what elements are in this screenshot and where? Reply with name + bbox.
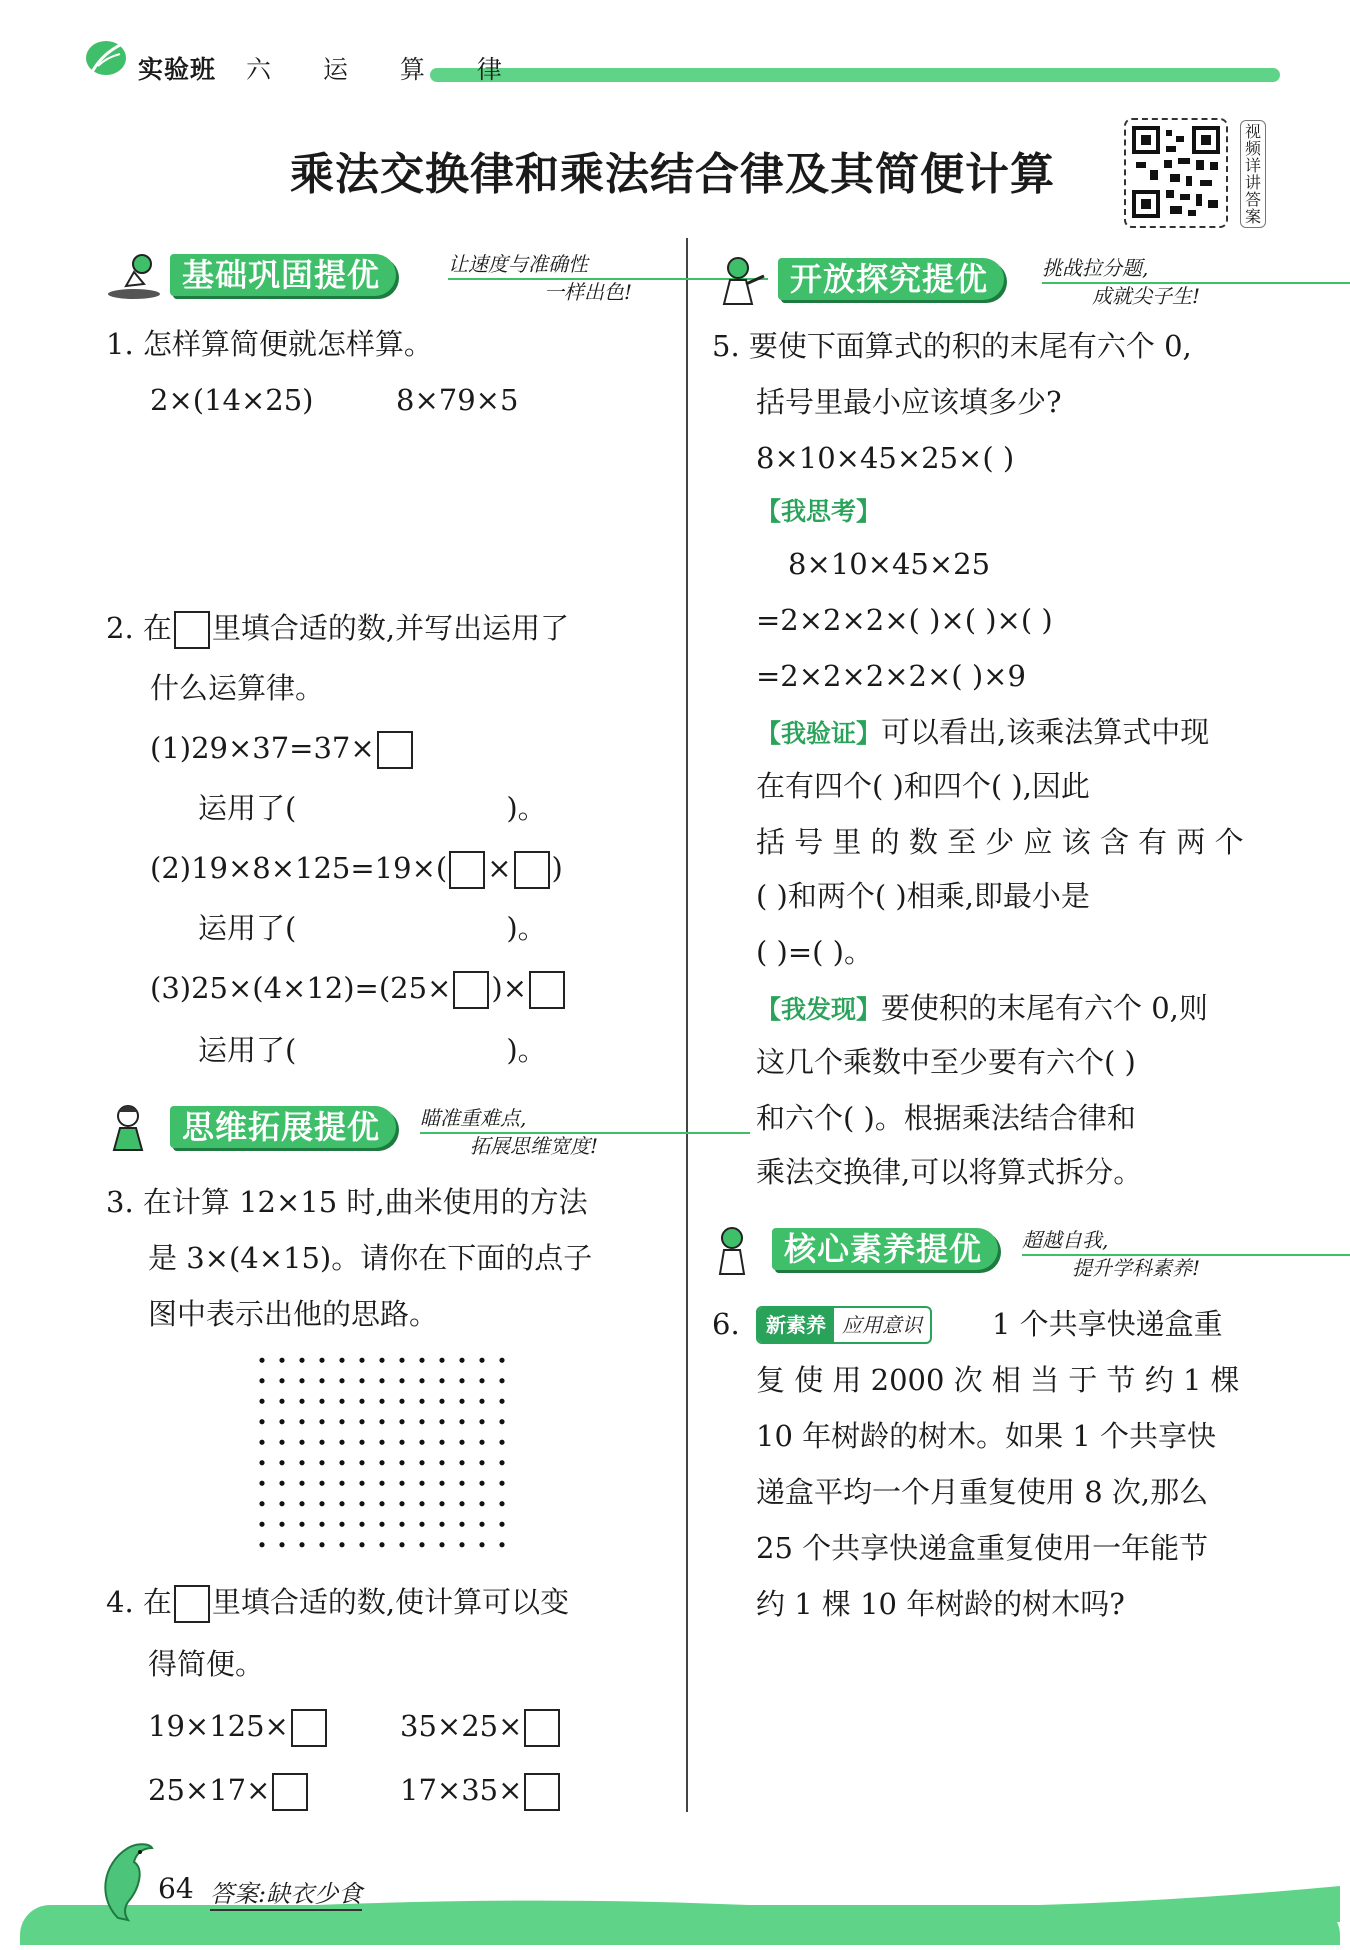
footer-green-bar [20,1905,1340,1945]
answer-box[interactable] [174,1585,210,1623]
q4-item-a [148,1706,329,1747]
find-text-1: 要使积的末尾有六个 0,则 [881,991,1208,1025]
q1-expression-2: 8×79×5 [396,383,519,417]
header-green-bar [430,68,1280,82]
brand-name: 实验班 [138,55,217,84]
q5-calc-2: =2×2×2×( )×( )×( ) [756,603,1053,637]
q6-line3: 10 年树龄的树木。如果 1 个共享快 [756,1419,1217,1453]
badge-new-literacy: 新素养 [758,1308,834,1342]
section-slogan-line1: 挑战拉分题, [1042,256,1149,280]
q2-part1 [150,728,415,769]
q5-find-line3: 和六个( )。根据乘法结合律和 [756,1101,1136,1135]
q4-d-text: 17×35× [400,1773,523,1807]
literacy-badge [756,1306,932,1344]
q5-line1: 5. 要使下面算式的积的末尾有六个 0, [712,329,1192,363]
kid-mascot-icon [104,1102,166,1156]
q2-part3-law [198,1030,547,1070]
q5-verify-line3: 括 号 里 的 数 至 少 应 该 含 有 两 个 [756,825,1244,859]
think-tag-label: 【我思考】 [756,497,882,526]
q2-part2 [150,848,563,889]
q4-a-text: 19×125× [148,1709,289,1743]
section-slogan-line2: 一样出色! [544,280,633,304]
section-slogan-line1: 瞄准重难点, [420,1106,527,1130]
q6-line5: 25 个共享快递盒重复使用一年能节 [756,1531,1209,1565]
answer-box[interactable] [524,1773,560,1811]
q6-line2: 复 使 用 2000 次 相 当 于 节 约 1 棵 [756,1363,1240,1397]
section-slogan-line2: 提升学科素养! [1072,1256,1201,1280]
section-title: 思维拓展提优 [170,1106,396,1148]
q5-calc-3: =2×2×2×2×( )×9 [756,659,1026,693]
used-end: )。 [506,791,547,825]
column-divider [686,238,688,1812]
answer-box[interactable] [529,971,565,1009]
page-title: 乘法交换律和乘法结合律及其简便计算 [290,149,1055,200]
answer-box[interactable] [174,611,210,649]
kid-mascot-icon [712,254,774,308]
q2-part3-b: )× [491,971,527,1005]
qr-code[interactable] [1124,118,1228,228]
q5-find-line4: 乘法交换律,可以将算式拆分。 [756,1155,1143,1189]
answer-box[interactable] [524,1709,560,1747]
unit-title: 六 运 算 律 [246,55,524,84]
q5-verify-line2: 在有四个( )和四个( ),因此 [756,769,1090,803]
q6-number: 6. [712,1307,740,1341]
q6-line1: 1 个共享快递盒重 [992,1307,1223,1341]
qr-label: 视频详讲答案 [1240,120,1266,228]
verify-text-1: 可以看出,该乘法算式中现 [881,715,1210,749]
page-number: 64 [158,1872,194,1905]
section-title: 基础巩固提优 [170,254,396,296]
q5-verify-line1 [756,712,1209,754]
q5-find-line2: 这几个乘数中至少要有六个( ) [756,1045,1136,1079]
q4-stem-b: 里填合适的数,使计算可以变 [211,1585,570,1619]
q5-verify-line4: ( )和两个( )相乘,即最小是 [756,879,1090,913]
q4-stem-a: 4. 在 [106,1585,172,1619]
verify-tag-label: 【我验证】 [756,719,882,748]
q2-part2-c: ) [551,851,563,885]
dolphin-icon [88,1838,158,1922]
section-title: 核心素养提优 [772,1228,998,1270]
q5-find-line1 [756,988,1208,1030]
find-tag-label: 【我发现】 [756,995,882,1024]
q4-stem [106,1582,569,1623]
q3-line1: 3. 在计算 12×15 时,曲米使用的方法 [106,1185,588,1219]
q2-stem-b: 里填合适的数,并写出运用了 [211,611,570,645]
answer-box[interactable] [377,731,413,769]
q4-b-text: 35×25× [400,1709,523,1743]
answer-box[interactable] [449,851,485,889]
q6-line4: 递盒平均一个月重复使用 8 次,那么 [756,1475,1209,1509]
q4-stem-line2: 得简便。 [148,1647,265,1681]
q5-verify-line5: ( )=( )。 [756,935,873,969]
q2-stem [106,608,569,649]
q2-part3-a: (3)25×(4×12)=(25× [150,971,452,1005]
qr-code-icon [1126,120,1226,226]
q2-stem-line2: 什么运算律。 [150,671,325,705]
q5-line3: 8×10×45×25×( ) [756,441,1015,475]
q3-line2: 是 3×(4×15)。请你在下面的点子 [148,1241,593,1275]
q2-part2-a: (2)19×8×125=19×( [150,851,448,885]
answer-box[interactable] [514,851,550,889]
q2-part1-law [198,788,547,828]
q4-item-b [400,1706,562,1747]
q5-line2: 括号里最小应该填多少? [756,385,1062,419]
q2-part2-b: × [487,851,512,885]
section-slogan-line2: 拓展思维宽度! [470,1134,599,1158]
answer-riddle: 答案:缺衣少食 [210,1874,362,1911]
dot-grid[interactable] [252,1350,512,1555]
section-core-literacy [706,1224,1276,1280]
q3-line3: 图中表示出他的思路。 [148,1297,439,1331]
q4-item-d [400,1770,562,1811]
used-label: 运用了( [198,791,297,825]
section-title: 开放探究提优 [778,258,1004,300]
leaf-logo-icon [84,38,128,78]
q5-calc-1: 8×10×45×25 [788,547,991,581]
skateboard-kid-icon [104,250,166,304]
used-end: )。 [506,911,547,945]
q2-part2-law [198,908,547,948]
section-slogan-line1: 超越自我, [1022,1228,1109,1252]
q2-part3 [150,968,567,1009]
section-exploration [712,254,1272,308]
answer-box[interactable] [453,971,489,1009]
used-label: 运用了( [198,1033,297,1067]
answer-box[interactable] [272,1773,308,1811]
section-basic [104,250,664,304]
kid-mascot-icon [706,1224,768,1278]
answer-box[interactable] [291,1709,327,1747]
badge-application: 应用意识 [842,1313,922,1337]
section-slogan-line2: 成就尖子生! [1092,284,1201,308]
q4-c-text: 25×17× [148,1773,271,1807]
q6-line6: 约 1 棵 10 年树龄的树木吗? [756,1587,1125,1621]
q1-stem: 1. 怎样算简便就怎样算。 [106,327,433,361]
used-label: 运用了( [198,911,297,945]
think-tag [756,490,881,532]
q2-stem-a: 2. 在 [106,611,172,645]
section-slogan-line1: 让速度与准确性 [448,252,588,276]
q2-part1-text: (1)29×37=37× [150,731,375,765]
section-thinking [104,1102,664,1158]
q1-expression-1: 2×(14×25) [150,383,314,417]
q4-item-c [148,1770,310,1811]
used-end: )。 [506,1033,547,1067]
